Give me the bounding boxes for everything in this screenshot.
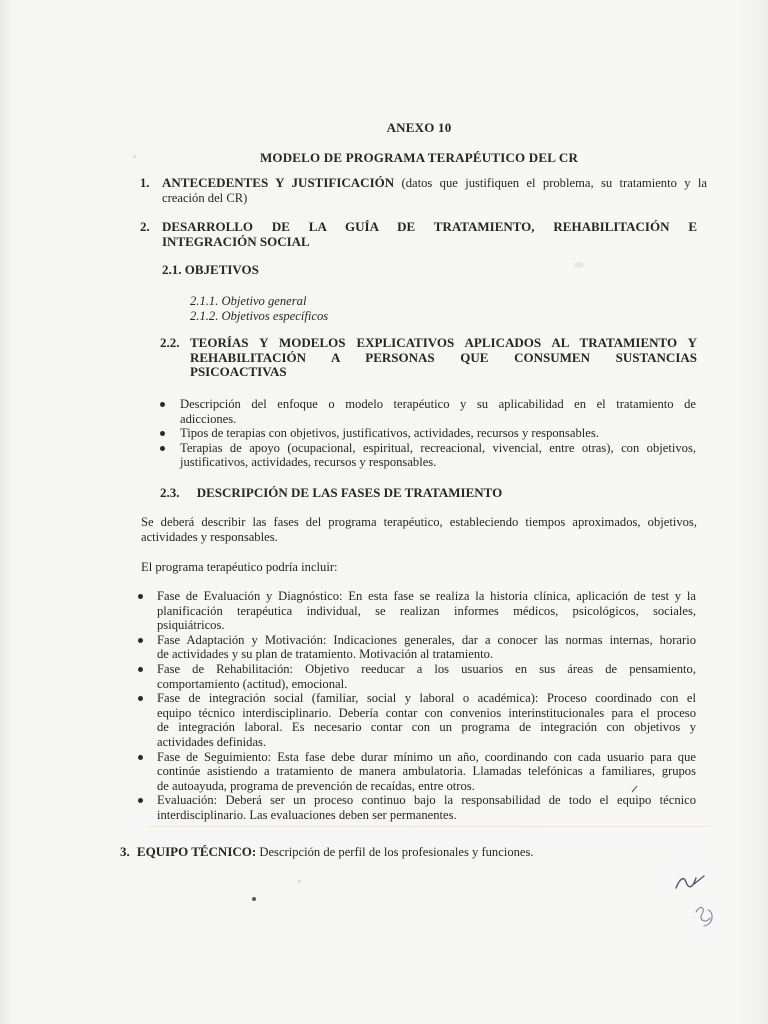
bullet-icon (160, 431, 165, 436)
list-item-line: adicciones. (180, 411, 237, 426)
list-item (138, 691, 696, 749)
section-3-heading: EQUIPO TÉCNICO: (136, 844, 257, 859)
list-item-line: equipo técnico interdisciplinario. Debería contar con convenios interinstitucionales para el proceso (157, 705, 696, 720)
list-item-line: Fase de Evaluación y Diagnóstico: En esta fase se realiza la historia clínica, aplicación de test y la (157, 589, 696, 603)
list-item (138, 589, 696, 633)
handwritten-initials-icon (690, 902, 720, 932)
list-item-line: continúe asistiendo a tratamiento de manera ambulatoria. Llamadas telefónicas a familiares, grupos (157, 764, 696, 779)
list-item-line: Terapias de apoyo (ocupacional, espiritual, recreacional, vivencial, entre otras), con objetivos, (180, 440, 696, 455)
section-2-3 (160, 486, 502, 501)
list-item-line: Evaluación: Deberá ser un proceso continuo bajo la responsabilidad de todo el equipo técnico (157, 793, 696, 808)
list-item-line: actividades definidas. (157, 734, 267, 749)
bullet-icon (138, 696, 143, 701)
section-2-2 (160, 336, 697, 380)
list-item (138, 633, 696, 662)
section-2-heading-2: INTEGRACIÓN SOCIAL (162, 233, 310, 249)
list-item-line: Fase de Seguimiento: Esta fase debe durar mínimo un año, coordinando con cada usuario para que (157, 749, 696, 764)
list-item-line: Fase de Rehabilitación: Objetivo reeducar a los usuarios en sus áreas de pensamiento, (157, 661, 696, 676)
bullet-icon (138, 755, 143, 760)
section-1-text-2: creación del CR) (162, 190, 248, 205)
bullet-icon (138, 594, 143, 599)
section-1-heading: ANTECEDENTES Y JUSTIFICACIÓN (162, 175, 395, 190)
section-2-2-bullets (160, 397, 696, 470)
section-3-number: 3. (120, 844, 130, 859)
bullet-icon (160, 402, 165, 407)
handwritten-mark-icon (670, 870, 710, 896)
section-2-2-heading-3: PSICOACTIVAS (190, 364, 287, 379)
list-item-line: interdisciplinario. Las evaluaciones deben ser permanentes. (157, 807, 457, 822)
section-2-2-number: 2.2. (160, 335, 180, 350)
section-3 (120, 845, 720, 860)
section-2-heading-1: DESARROLLO DE LA GUÍA DE TRATAMIENTO, REHABILITACIÓN E (162, 219, 697, 234)
objective-general: 2.1.1. Objetivo general (190, 294, 307, 308)
section-2-3-number: 2.3. (160, 485, 180, 500)
list-item-line: psiquiátricos. (157, 618, 225, 633)
list-item (160, 441, 696, 470)
list-item-line: Fase Adaptación y Motivación: Indicaciones generales, dar a conocer las normas internas, horario (157, 632, 696, 647)
list-item (138, 750, 696, 794)
list-item-line: Tipos de terapias con objetivos, justificativos, actividades, recursos y responsables. (180, 426, 599, 440)
list-item (138, 793, 696, 822)
section-1-number: 1. (140, 176, 150, 190)
bullet-icon (160, 446, 165, 451)
list-item-line: Descripción del enfoque o modelo terapéutico y su aplicabilidad en el tratamiento de (180, 397, 696, 411)
section-2-1-heading: 2.1. OBJETIVOS (162, 262, 259, 277)
ink-spot (252, 897, 256, 901)
section-2-3-heading: DESCRIPCIÓN DE LAS FASES DE TRATAMIENTO (196, 485, 503, 500)
document-subtitle: MODELO DE PROGRAMA TERAPÉUTICO DEL CR (259, 150, 579, 165)
list-item-line: justificativos, actividades, recursos y responsables. (180, 455, 437, 469)
ink-spot (298, 880, 301, 883)
section-1 (142, 176, 707, 205)
list-item-line: Fase de integración social (familiar, social y laboral o académica): Proceso coordinado con el (157, 691, 696, 706)
list-item-line: de autoayuda, programa de prevención de recaídas, entre otros. (157, 778, 475, 793)
ink-spot (133, 155, 136, 158)
list-item (138, 662, 696, 691)
list-item-line: planificación terapéutica individual, se realizan informes médicos, psicológicos, sociales, (157, 603, 696, 618)
objectives-list (190, 294, 328, 323)
list-item-line: de actividades y su plan de tratamiento. Motivación al tratamiento. (157, 647, 494, 662)
section-2 (142, 220, 697, 249)
bullet-icon (138, 638, 143, 643)
section-2-number: 2. (140, 219, 150, 234)
section-1-text-1: (datos que justifiquen el problema, su tratamiento y la (401, 176, 707, 190)
section-2-3-paragraph (141, 515, 697, 544)
phases-list (138, 589, 696, 823)
objective-specific: 2.1.2. Objetivos específicos (190, 308, 329, 323)
pen-tick-icon (630, 784, 640, 794)
paragraph-line: actividades y responsables. (141, 529, 278, 544)
section-2-2-heading-2: REHABILITACIÓN A PERSONAS QUE CONSUMEN SUSTANCIAS (190, 349, 697, 365)
paragraph-line: Se deberá describir las fases del programa terapéutico, estableciendo tiempos aproximados, objetivos, (141, 515, 697, 529)
bullet-icon (138, 667, 143, 672)
scan-highlight-line (150, 826, 710, 827)
list-item (160, 397, 696, 426)
list-item (160, 426, 696, 441)
section-1-line-1 (162, 176, 707, 191)
program-intro: El programa terapéutico podría incluir: (141, 560, 338, 574)
section-2-2-heading-1: TEORÍAS Y MODELOS EXPLICATIVOS APLICADOS AL TRATAMIENTO Y (190, 335, 697, 350)
list-item-line: de integración laboral. Es necesario contar con un programa de integración con objetivos y (157, 720, 696, 735)
annex-title: ANEXO 10 (386, 120, 452, 135)
scan-smudge (574, 262, 584, 268)
section-3-text: Descripción de perfil de los profesionales y funciones. (259, 845, 534, 859)
bullet-icon (138, 798, 143, 803)
list-item-line: comportamiento (actitud), emocional. (157, 676, 348, 691)
